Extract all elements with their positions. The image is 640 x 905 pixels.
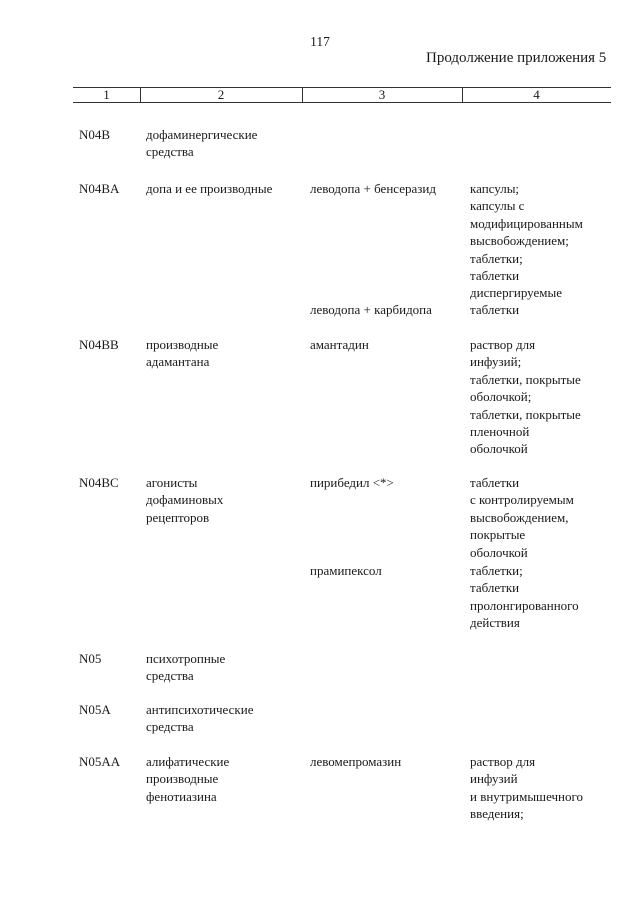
drug-name: пирибедил <*> — [310, 475, 394, 490]
anatomic-therapeutic-group: допа и ее производные — [146, 181, 273, 196]
dosage-form: покрытые — [470, 527, 526, 543]
dosage-form: таблетки — [470, 475, 520, 490]
dosage-form: оболочкой — [470, 544, 528, 560]
dosage-form: действия — [470, 615, 520, 631]
dosage-form: оболочкой — [470, 441, 528, 457]
dosage-form: и внутримышечного — [470, 788, 584, 804]
dosage-form: таблетки; — [470, 563, 523, 578]
dosage-form: раствор для — [470, 337, 536, 352]
anatomic-therapeutic-group: средства — [146, 144, 194, 160]
anatomic-therapeutic-group: фенотиазина — [146, 788, 217, 804]
atc-code: N04BC — [79, 475, 119, 490]
anatomic-therapeutic-group: адамантана — [146, 354, 210, 370]
drug-name: амантадин — [310, 337, 369, 352]
anatomic-therapeutic-group: средства — [146, 719, 194, 735]
dosage-form: раствор для — [470, 754, 536, 769]
column-header-group: 2 — [217, 87, 225, 102]
atc-code: N04BB — [79, 337, 119, 352]
dosage-form: капсулы; — [470, 181, 520, 196]
dosage-form: таблетки — [470, 268, 520, 283]
column-header-code: 1 — [103, 87, 110, 102]
anatomic-therapeutic-group: средства — [146, 668, 194, 684]
atc-code: N05 — [79, 651, 102, 666]
column-header-form: 4 — [533, 87, 540, 102]
dosage-form: таблетки; — [470, 250, 523, 266]
column-header-drug: 3 — [378, 87, 386, 102]
anatomic-therapeutic-group: психотропные — [146, 651, 226, 666]
dosage-form: оболочкой; — [470, 389, 532, 405]
dosage-form: таблетки, покрытые — [470, 371, 581, 387]
anatomic-therapeutic-group: производные — [146, 337, 219, 352]
atc-code: N05A — [79, 702, 111, 717]
anatomic-therapeutic-group: алифатические — [146, 754, 230, 769]
anatomic-therapeutic-group: рецепторов — [146, 509, 210, 525]
dosage-form: пленочной — [470, 424, 530, 439]
dosage-form: высвобождением, — [470, 509, 569, 525]
dosage-form: инфузий; — [470, 354, 522, 370]
dosage-form: с контролируемым — [470, 492, 574, 508]
appendix-continuation-label: Продолжение приложения 5 — [426, 50, 607, 66]
anatomic-therapeutic-group: агонисты — [146, 475, 198, 490]
dosage-form: диспергируемые — [470, 285, 563, 301]
dosage-form: введения; — [470, 806, 524, 822]
anatomic-therapeutic-group: дофаминовых — [146, 492, 224, 508]
drug-name: леводопа + бенсеразид — [310, 181, 436, 196]
dosage-form: таблетки — [470, 302, 520, 317]
page-number: 117 — [310, 34, 330, 49]
dosage-form: таблетки — [470, 580, 520, 596]
dosage-form: модифицированным — [470, 215, 583, 231]
drug-name: прамипексол — [310, 563, 382, 578]
dosage-form: инфузий — [470, 771, 518, 787]
anatomic-therapeutic-group: антипсихотические — [146, 702, 254, 717]
dosage-form: пролонгированного — [470, 597, 579, 613]
dosage-form: высвобождением; — [470, 233, 569, 249]
atc-code: N05AA — [79, 754, 121, 769]
drug-name: левомепромазин — [310, 754, 402, 769]
dosage-form: капсулы с — [470, 198, 525, 214]
anatomic-therapeutic-group: производные — [146, 771, 219, 787]
drug-name: леводопа + карбидопа — [310, 302, 432, 317]
atc-code: N04BA — [79, 181, 120, 196]
anatomic-therapeutic-group: дофаминергические — [146, 127, 258, 142]
atc-code: N04B — [79, 127, 111, 142]
dosage-form: таблетки, покрытые — [470, 406, 581, 422]
